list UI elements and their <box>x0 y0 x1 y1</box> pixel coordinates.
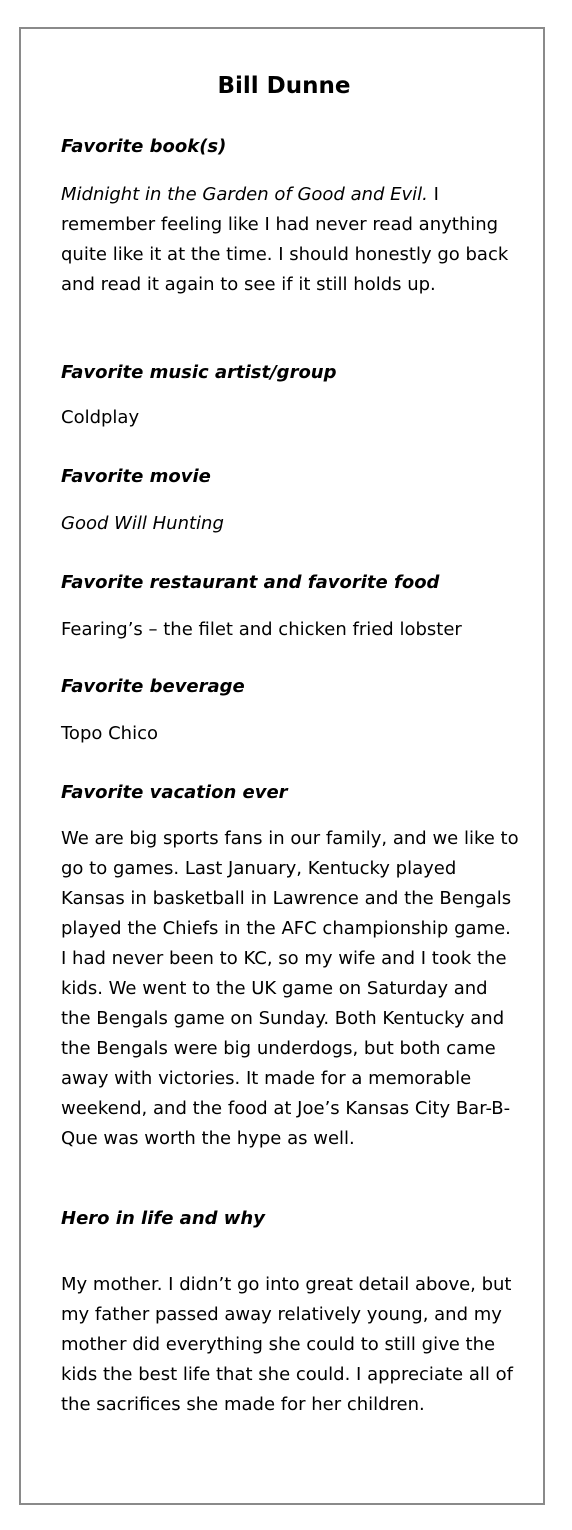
book-title: Midnight in the Garden of Good and Evil. <box>61 184 428 205</box>
answer-favorite-books <box>61 180 521 300</box>
profile-card <box>19 27 545 1505</box>
answer-hero: My mother. I didn’t go into great detail above, but my father passed away relatively young, and my mother did everything she could to still give the kids the best life that she could. I appreciate all of the sacrifices she made for her children. <box>61 1274 513 1415</box>
book-comment: I remember feeling like I had never read anything quite like it at the time. I should honestly go back and read it again to see if it still holds up. <box>61 184 509 295</box>
answer-favorite-movie: Good Will Hunting <box>61 513 224 534</box>
question-favorite-restaurant: Favorite restaurant and favorite food <box>61 572 440 593</box>
answer-favorite-beverage: Topo Chico <box>61 723 158 744</box>
question-favorite-music: Favorite music artist/group <box>61 362 337 383</box>
answer-favorite-vacation: We are big sports fans in our family, and we like to go to games. Last January, Kentucky played Kansas in basketball in Lawrence and the Bengals played the Chiefs in the AFC championship game. I had never been to KC, so my wife and I took the kids. We went to the UK game on Saturday and the Bengals game on Sunday. Both Kentucky and the Bengals were big underdogs, but both came away with victories. It made for a memorable weekend, and the food at Joe’s Kansas City Bar-B-Que was worth the hype as well. <box>61 828 519 1149</box>
question-favorite-books: Favorite book(s) <box>61 136 227 157</box>
profile-name: Bill Dunne <box>217 73 351 99</box>
question-hero: Hero in life and why <box>61 1208 265 1229</box>
answer-favorite-music: Coldplay <box>61 407 140 428</box>
question-favorite-beverage: Favorite beverage <box>61 676 245 697</box>
question-favorite-movie: Favorite movie <box>61 466 211 487</box>
question-favorite-vacation: Favorite vacation ever <box>61 782 288 803</box>
answer-favorite-restaurant: Fearing’s – the filet and chicken fried lobster <box>61 619 462 640</box>
